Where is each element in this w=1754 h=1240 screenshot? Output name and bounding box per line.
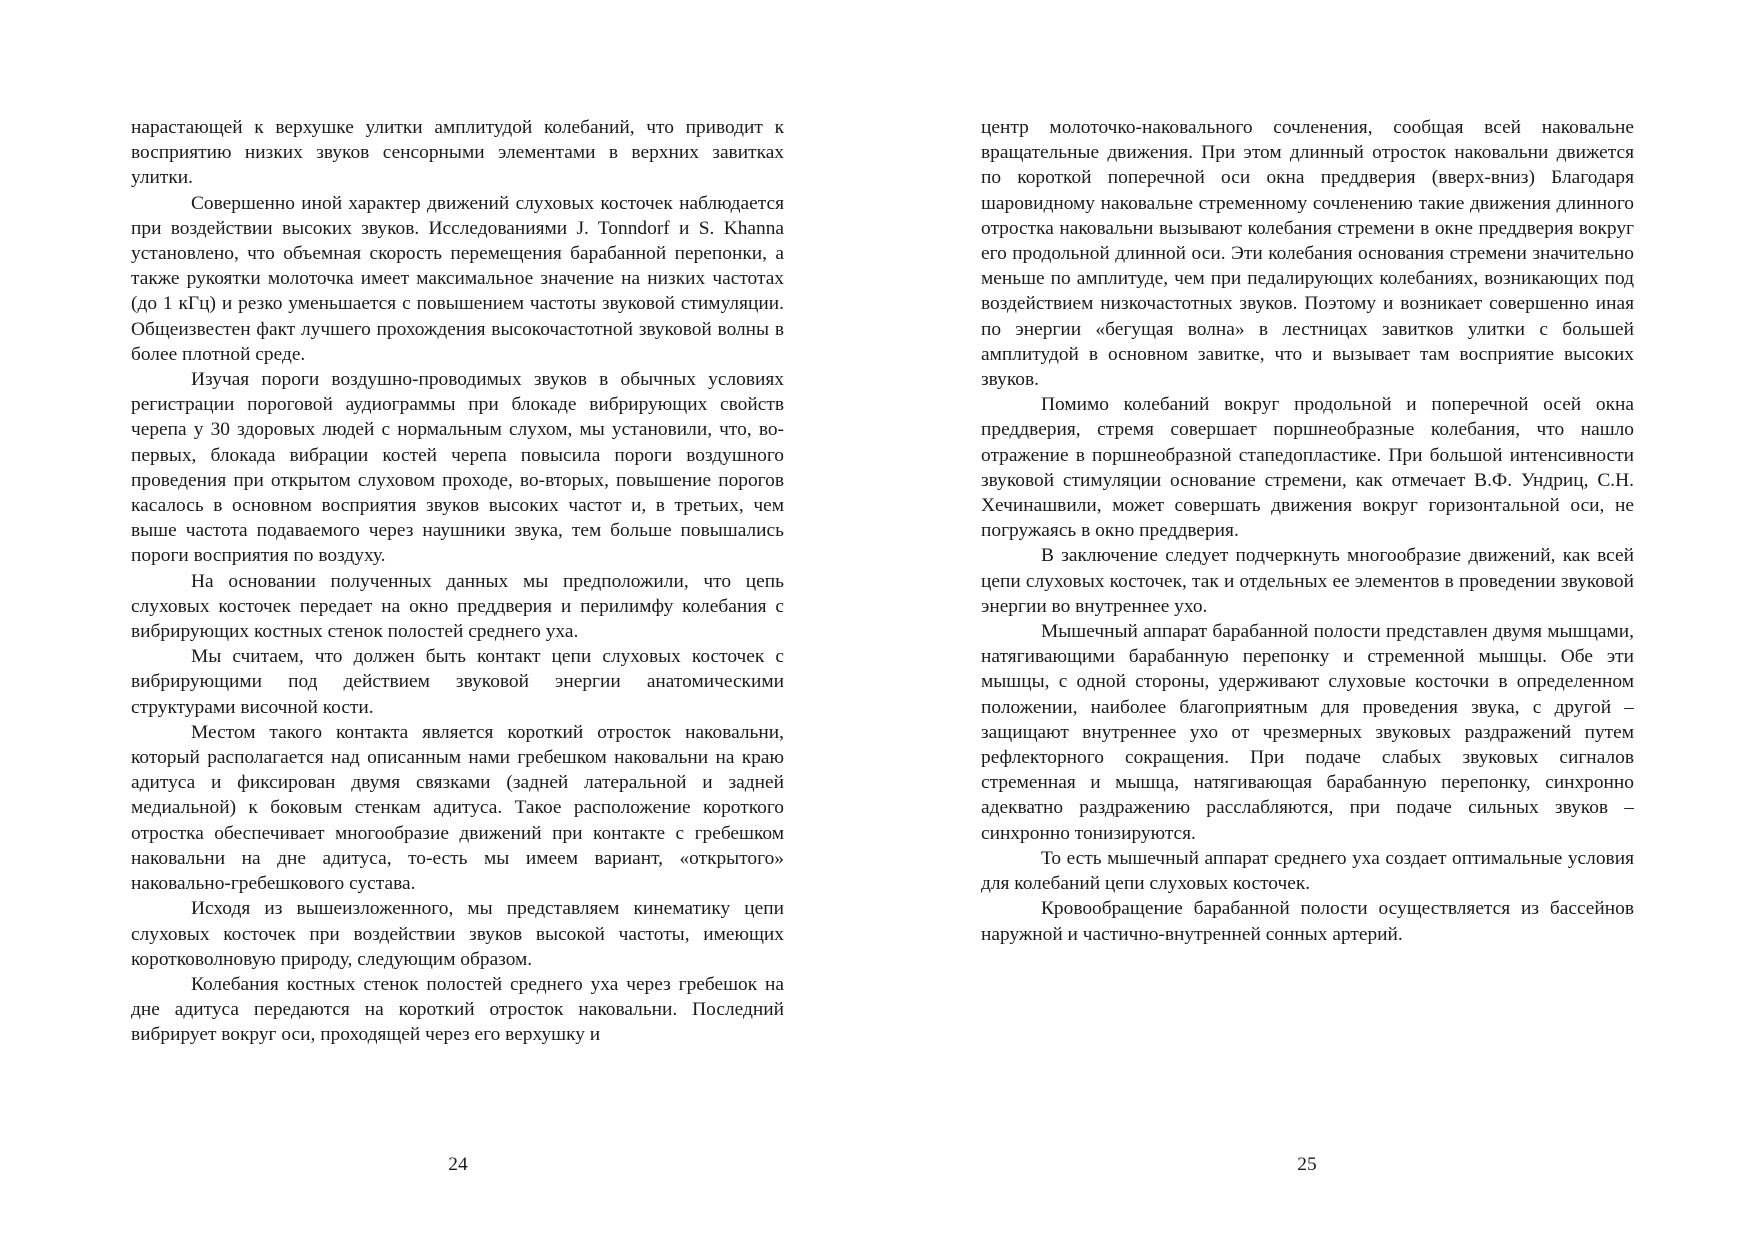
- paragraph: Местом такого контакта является короткий отросток наковальни, который располагается над описанным нами гребешком наковальни на краю адитуса и фиксирован двумя связками (задней латеральной и задней медиальной) к боковым стенкам адитуса. Такое расположение короткого отростка обеспечивает многообразие движений при контакте с гребешком наковальни на дне адитуса, то-есть мы имеем вариант, «открытого» наковально-гребешкового сустава.: [131, 721, 784, 895]
- page-number: 25: [1297, 1154, 1317, 1175]
- paragraph: Мы считаем, что должен быть контакт цепи слуховых косточек с вибрирующими под действием звуковой энергии анатомическими структурами височной кости.: [131, 646, 784, 718]
- paragraph: Совершенно иной характер движений слуховых косточек наблюдается при воздействии высоких звуков. Исследованиями J. Tonndorf и S. Khanna установлено, что объемная скорость перемещения барабанной перепонки, а также рукоятки молоточка имеет максимальное значение на низких частотах (до 1 кГц) и резко уменьшается с повышением частоты звуковой стимуляции. Общеизвестен факт лучшего прохождения высокочастотной звуковой волны в более плотной среде.: [131, 192, 784, 365]
- paragraph: В заключение следует подчеркнуть многообразие движений, как всей цепи слуховых косточек, так и отдельных ее элементов в проведении звуковой энергии во внутреннее ухо.: [981, 545, 1634, 617]
- paragraph: Мышечный аппарат барабанной полости представлен двумя мышцами, натягивающими барабанную перепонку и стременной мышцы. Обе эти мышцы, с одной стороны, удерживают слуховые косточки в определенном положении, наиболее благоприятным для проведения звука, с другой – защищают внутреннее ухо от чрезмерных звуковых раздражений путем рефлекторного сокращения. При подаче слабых звуковых сигналов стременная и мышца, натягивающая барабанную перепонку, синхронно адекватно раздражению расслабляются, при подаче сильных звуков – синхронно тонизируются.: [981, 621, 1634, 844]
- paragraph: Исходя из вышеизложенного, мы представляем кинематику цепи слуховых косточек при воздействии звуков высокой частоты, имеющих коротковолновую природу, следующим образом.: [131, 898, 784, 970]
- paragraph: нарастающей к верхушке улитки амплитудой колебаний, что приводит к восприятию низких звуков сенсорными элементами в верхних завитках улитки.: [131, 117, 784, 189]
- paragraph: Изучая пороги воздушно-проводимых звуков в обычных условиях регистрации пороговой аудиограммы при блокаде вибрирующих свойств черепа у 30 здоровых людей с нормальным слухом, мы установили, что, во-первых, блокада вибрации костей черепа повысила пороги воздушного проведения при открытом слуховом проходе, во-вторых, повышение порогов касалось в основном восприятия звуков высоких частот и, в третьих, чем выше частота подаваемого через наушники звука, тем больше повышались пороги восприятия по воздуху.: [131, 369, 784, 567]
- paragraph: Кровообращение барабанной полости осуществляется из бассейнов наружной и частично-внутренней сонных артерий.: [981, 898, 1634, 945]
- paragraph: Помимо колебаний вокруг продольной и поперечной осей окна преддверия, стремя совершает поршнеобразные колебания, что нашло отражение в поршнеобразной стапедопластике. При большой интенсивности звуковой стимуляции основание стремени, как отмечает В.Ф. Ундриц, С.Н. Хечинашвили, может совершать движения вокруг горизонтальной оси, не погружаясь в окно преддверия.: [981, 394, 1634, 542]
- page-number: 24: [448, 1154, 468, 1175]
- right-page: [877, 0, 1754, 1240]
- paragraph: центр молоточко-наковального сочленения, сообщая всей наковальне вращательные движения. При этом длинный отросток наковальни движется по короткой поперечной оси окна преддверия (вверх-вниз) Благодаря шаровидному наковальне стременному сочленению такие движения длинного отростка наковальни вызывают колебания стремени в окне преддверия вокруг его продольной длинной оси. Эти колебания основания стремени значительно меньше по амплитуде, чем при педалирующих колебаниях, возникающих под воздействием низкочастотных звуков. Поэтому и возникает совершенно иная по энергии «бегущая волна» в лестницах завитков улитки с большей амплитудой в основном завитке, что и вызывает там восприятие высоких звуков.: [981, 117, 1634, 391]
- left-page-text: [131, 115, 784, 1048]
- paragraph: На основании полученных данных мы предположили, что цепь слуховых косточек передает на окно преддверия и перилимфу колебания с вибрирующих костных стенок полостей среднего уха.: [131, 570, 784, 643]
- paragraph: То есть мышечный аппарат среднего уха создает оптимальные условия для колебаний цепи слуховых косточек.: [981, 847, 1634, 895]
- paragraph: Колебания костных стенок полостей среднего уха через гребешок на дне адитуса передаются на короткий отросток наковальни. Последний вибрирует вокруг оси, проходящей через его верхушку и: [131, 973, 784, 1046]
- right-page-text: [981, 115, 1634, 947]
